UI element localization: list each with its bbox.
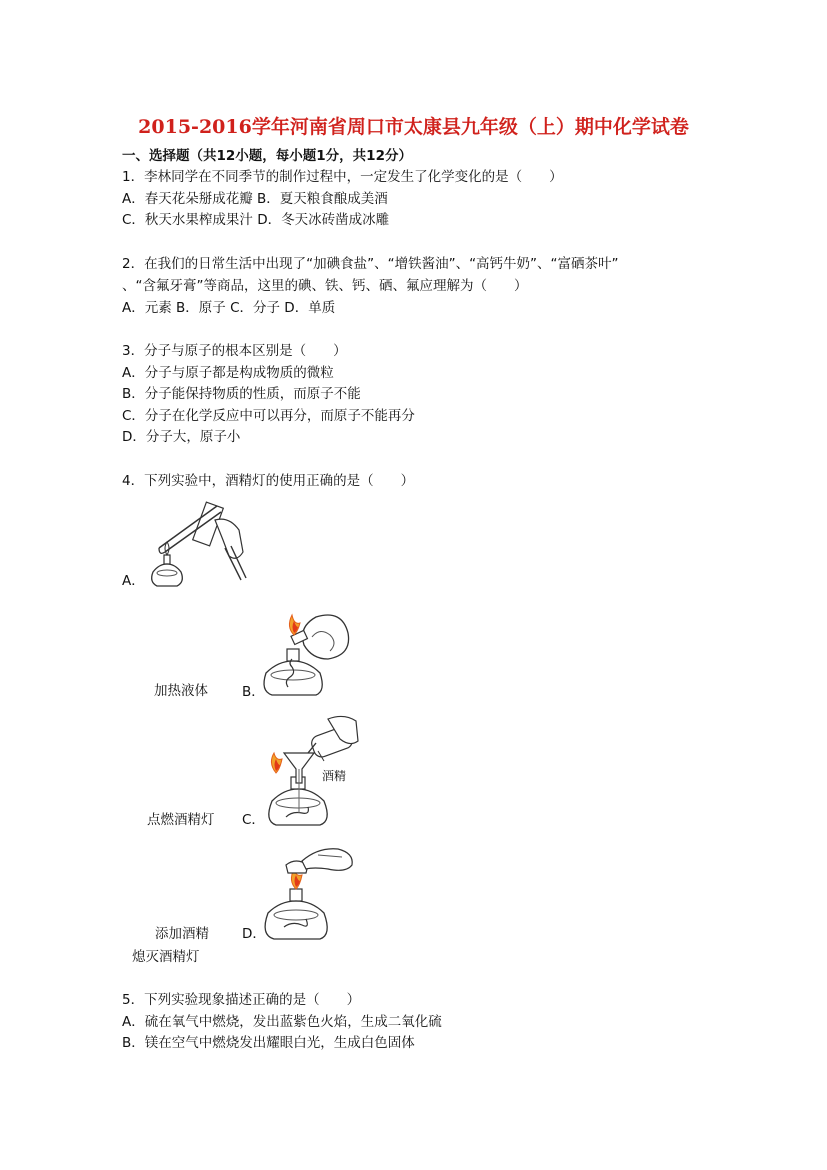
exam-title: 2015-2016学年河南省周口市太康县九年级（上）期中化学试卷 [138,116,689,138]
figure-b-lighting-lamp [258,603,353,698]
question-1-options-ab: A．春天花朵掰成花瓣 B．夏天粮食酿成美酒 [122,191,388,207]
question-3-stem: 3．分子与原子的根本区别是（ ） [122,343,347,359]
figure-c-caption: 添加酒精 [155,926,209,942]
question-3-option-c: C．分子在化学反应中可以再分，而原子不能再分 [122,408,415,424]
figure-c-label: C． [242,812,265,828]
figure-d-extinguishing-lamp [258,843,358,943]
figure-a-heating-liquid [145,500,260,590]
question-4-stem: 4．下列实验中，酒精灯的使用正确的是（ ） [122,473,415,489]
figure-b-caption: 点燃酒精灯 [147,812,215,828]
figure-c-adding-alcohol [258,713,363,828]
question-5-option-a: A．硫在氧气中燃烧，发出蓝紫色火焰，生成二氧化硫 [122,1014,442,1030]
figure-a-label: A． [122,573,145,589]
question-3-option-d: D．分子大，原子小 [122,429,241,445]
question-2-stem-line2: 、“含氟牙膏”等商品，这里的碘、铁、钙、硒、氟应理解为（ ） [122,278,528,294]
question-1-options-cd: C．秋天水果榨成果汁 D．冬天冰砖凿成冰雕 [122,212,390,228]
alcohol-bottle-label: 酒精 [322,769,347,783]
question-5-option-b: B．镁在空气中燃烧发出耀眼白光，生成白色固体 [122,1035,415,1051]
figure-d-caption: 熄灭酒精灯 [132,949,200,965]
figure-b-label: B． [242,684,265,700]
section-heading: 一、选择题（共12小题，每小题1分，共12分） [122,148,412,164]
question-3-option-a: A．分子与原子都是构成物质的微粒 [122,365,334,381]
figure-d-label: D． [242,926,266,942]
question-1-stem: 1．李林同学在不同季节的制作过程中，一定发生了化学变化的是（ ） [122,169,563,185]
question-3-option-b: B．分子能保持物质的性质，而原子不能 [122,386,361,402]
question-2-options: A．元素 B．原子 C．分子 D．单质 [122,300,336,316]
question-2-stem-line1: 2．在我们的日常生活中出现了“加碘食盐”、“增铁酱油”、“高钙牛奶”、“富硒茶叶” [122,256,619,272]
figure-a-caption: 加热液体 [154,683,208,699]
question-5-stem: 5．下列实验现象描述正确的是（ ） [122,992,361,1008]
